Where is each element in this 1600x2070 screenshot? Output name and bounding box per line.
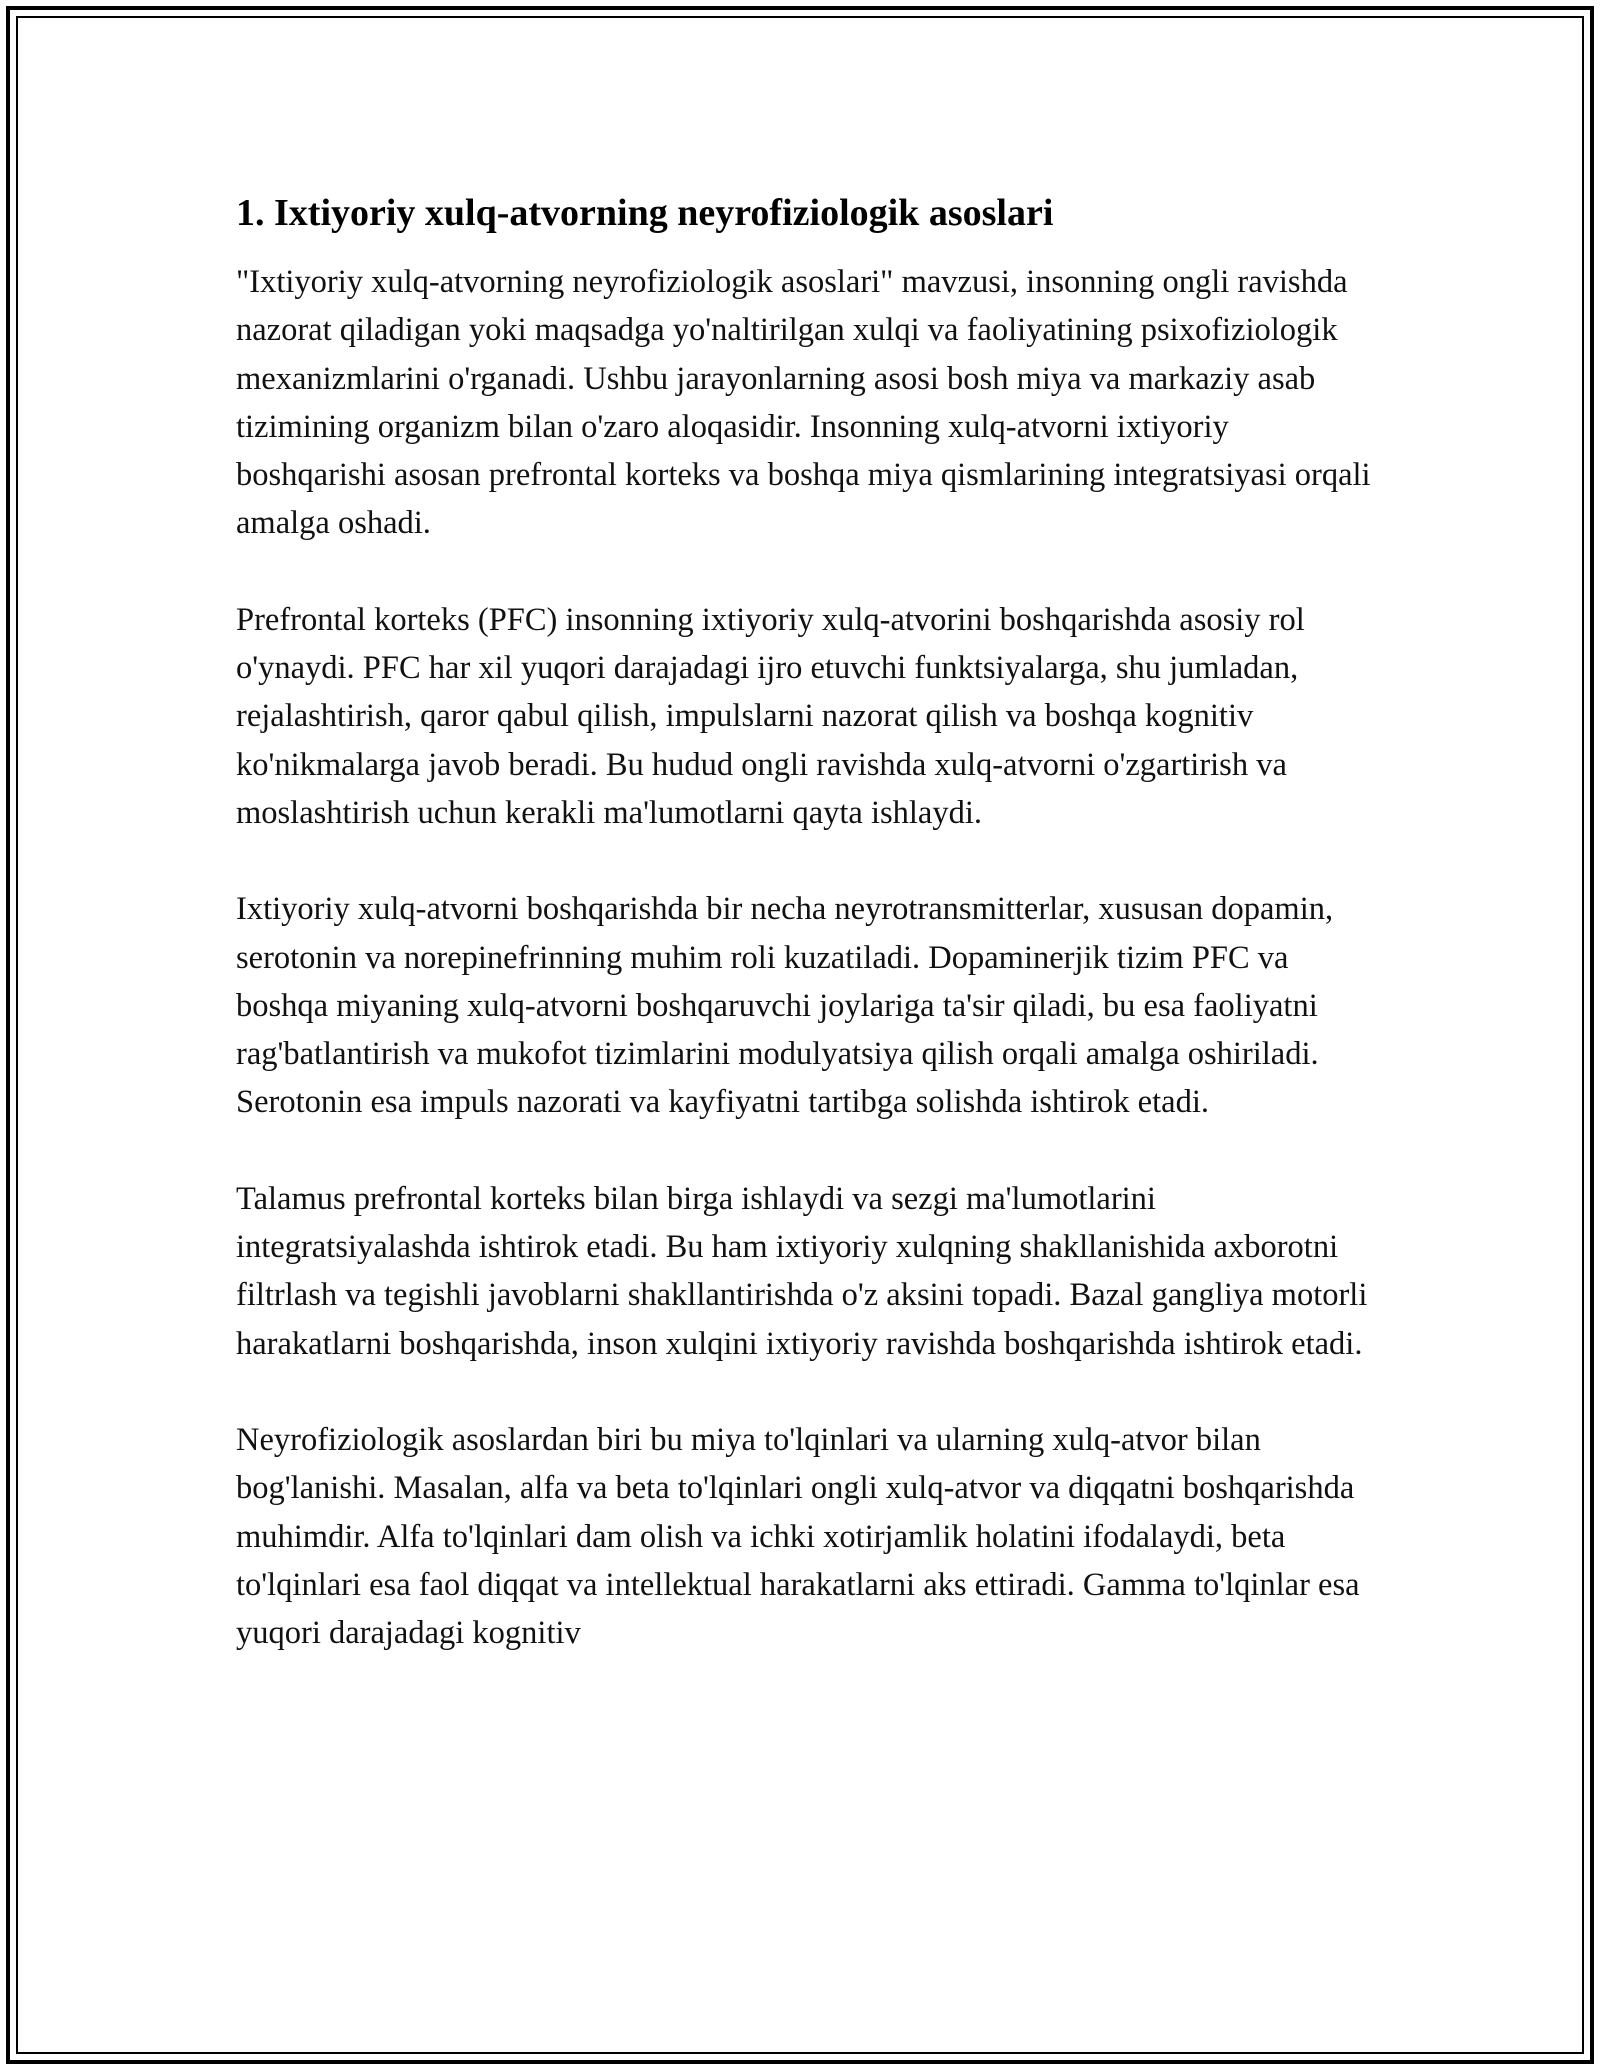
paragraph-prefrontal-cortex: Prefrontal korteks (PFC) insonning ixtiyoriy xulq-atvorini boshqarishda asosiy rol o'ynaydi. PFC har xil yuqori darajadagi ijro etuvchi funktsiyalarga, shu jumladan, rejalashtirish, qaror qabul qilish, impulslarni nazorat qilish va boshqa kognitiv ko'nikmalarga javob beradi. Bu hudud ongli ravishda xulq-atvorni o'zgartirish va moslashtirish uchun kerakli ma'lumotlarni qayta ishlaydi. — [236, 601, 1305, 831]
paragraph-brain-waves: Neyrofiziologik asoslardan biri bu miya to'lqinlari va ularning xulq-atvor bilan bog'lanishi. Masalan, alfa va beta to'lqinlari ongli xulq-atvor va diqqatni boshqarishda muhimdir. Alfa to'lqinlari dam olish va ichki xotirjamlik holatini ifodalaydi, beta to'lqinlari esa faol diqqat va intellektual harakatlarni aks ettiradi. Gamma to'lqinlar esa yuqori darajadagi kognitiv — [236, 1421, 1360, 1652]
section-heading: 1. Ixtiyoriy xulq-atvorning neyrofiziologik asoslari — [236, 192, 1054, 234]
paragraph-neurotransmitters: Ixtiyoriy xulq-atvorni boshqarishda bir necha neyrotransmitterlar, xususan dopamin, serotonin va norepinefrinning muhim roli kuzatiladi. Dopaminerjik tizim PFC va boshqa miyaning xulq-atvorni boshqaruvchi joylariga ta'sir qiladi, bu esa faoliyatni rag'batlantirish va mukofot tizimlarini modulyatsiya qilish orqali amalga oshiriladi. Serotonin esa impuls nazorati va kayfiyatni tartibga solishda ishtirok etadi. — [236, 891, 1334, 1121]
paragraph-intro: "Ixtiyoriy xulq-atvorning neyrofiziologik asoslari" mavzusi, insonning ongli ravishda nazorat qiladigan yoki maqsadga yo'naltirilgan xulqi va faoliyatining psixofiziologik mexanizmlarini o'rganadi. Ushbu jarayonlarning asosi bosh miya va markaziy asab tizimining organizm bilan o'zaro aloqasidir. Insonning xulq-atvorni ixtiyoriy boshqarishi asosan prefrontal korteks va boshqa miya qismlarining integratsiyasi orqali amalga oshadi. — [236, 264, 1371, 542]
document-body — [236, 188, 1376, 1705]
paragraph-thalamus: Talamus prefrontal korteks bilan birga ishlaydi va sezgi ma'lumotlarini integratsiyalashda ishtirok etadi. Bu ham ixtiyoriy xulqning shakllanishida axborotni filtrlash va tegishli javoblarni shakllantirishda o'z aksini topadi. Bazal gangliya motorli harakatlarni boshqarishda, inson xulqini ixtiyoriy ravishda boshqarishda ishtirok etadi. — [236, 1180, 1368, 1362]
